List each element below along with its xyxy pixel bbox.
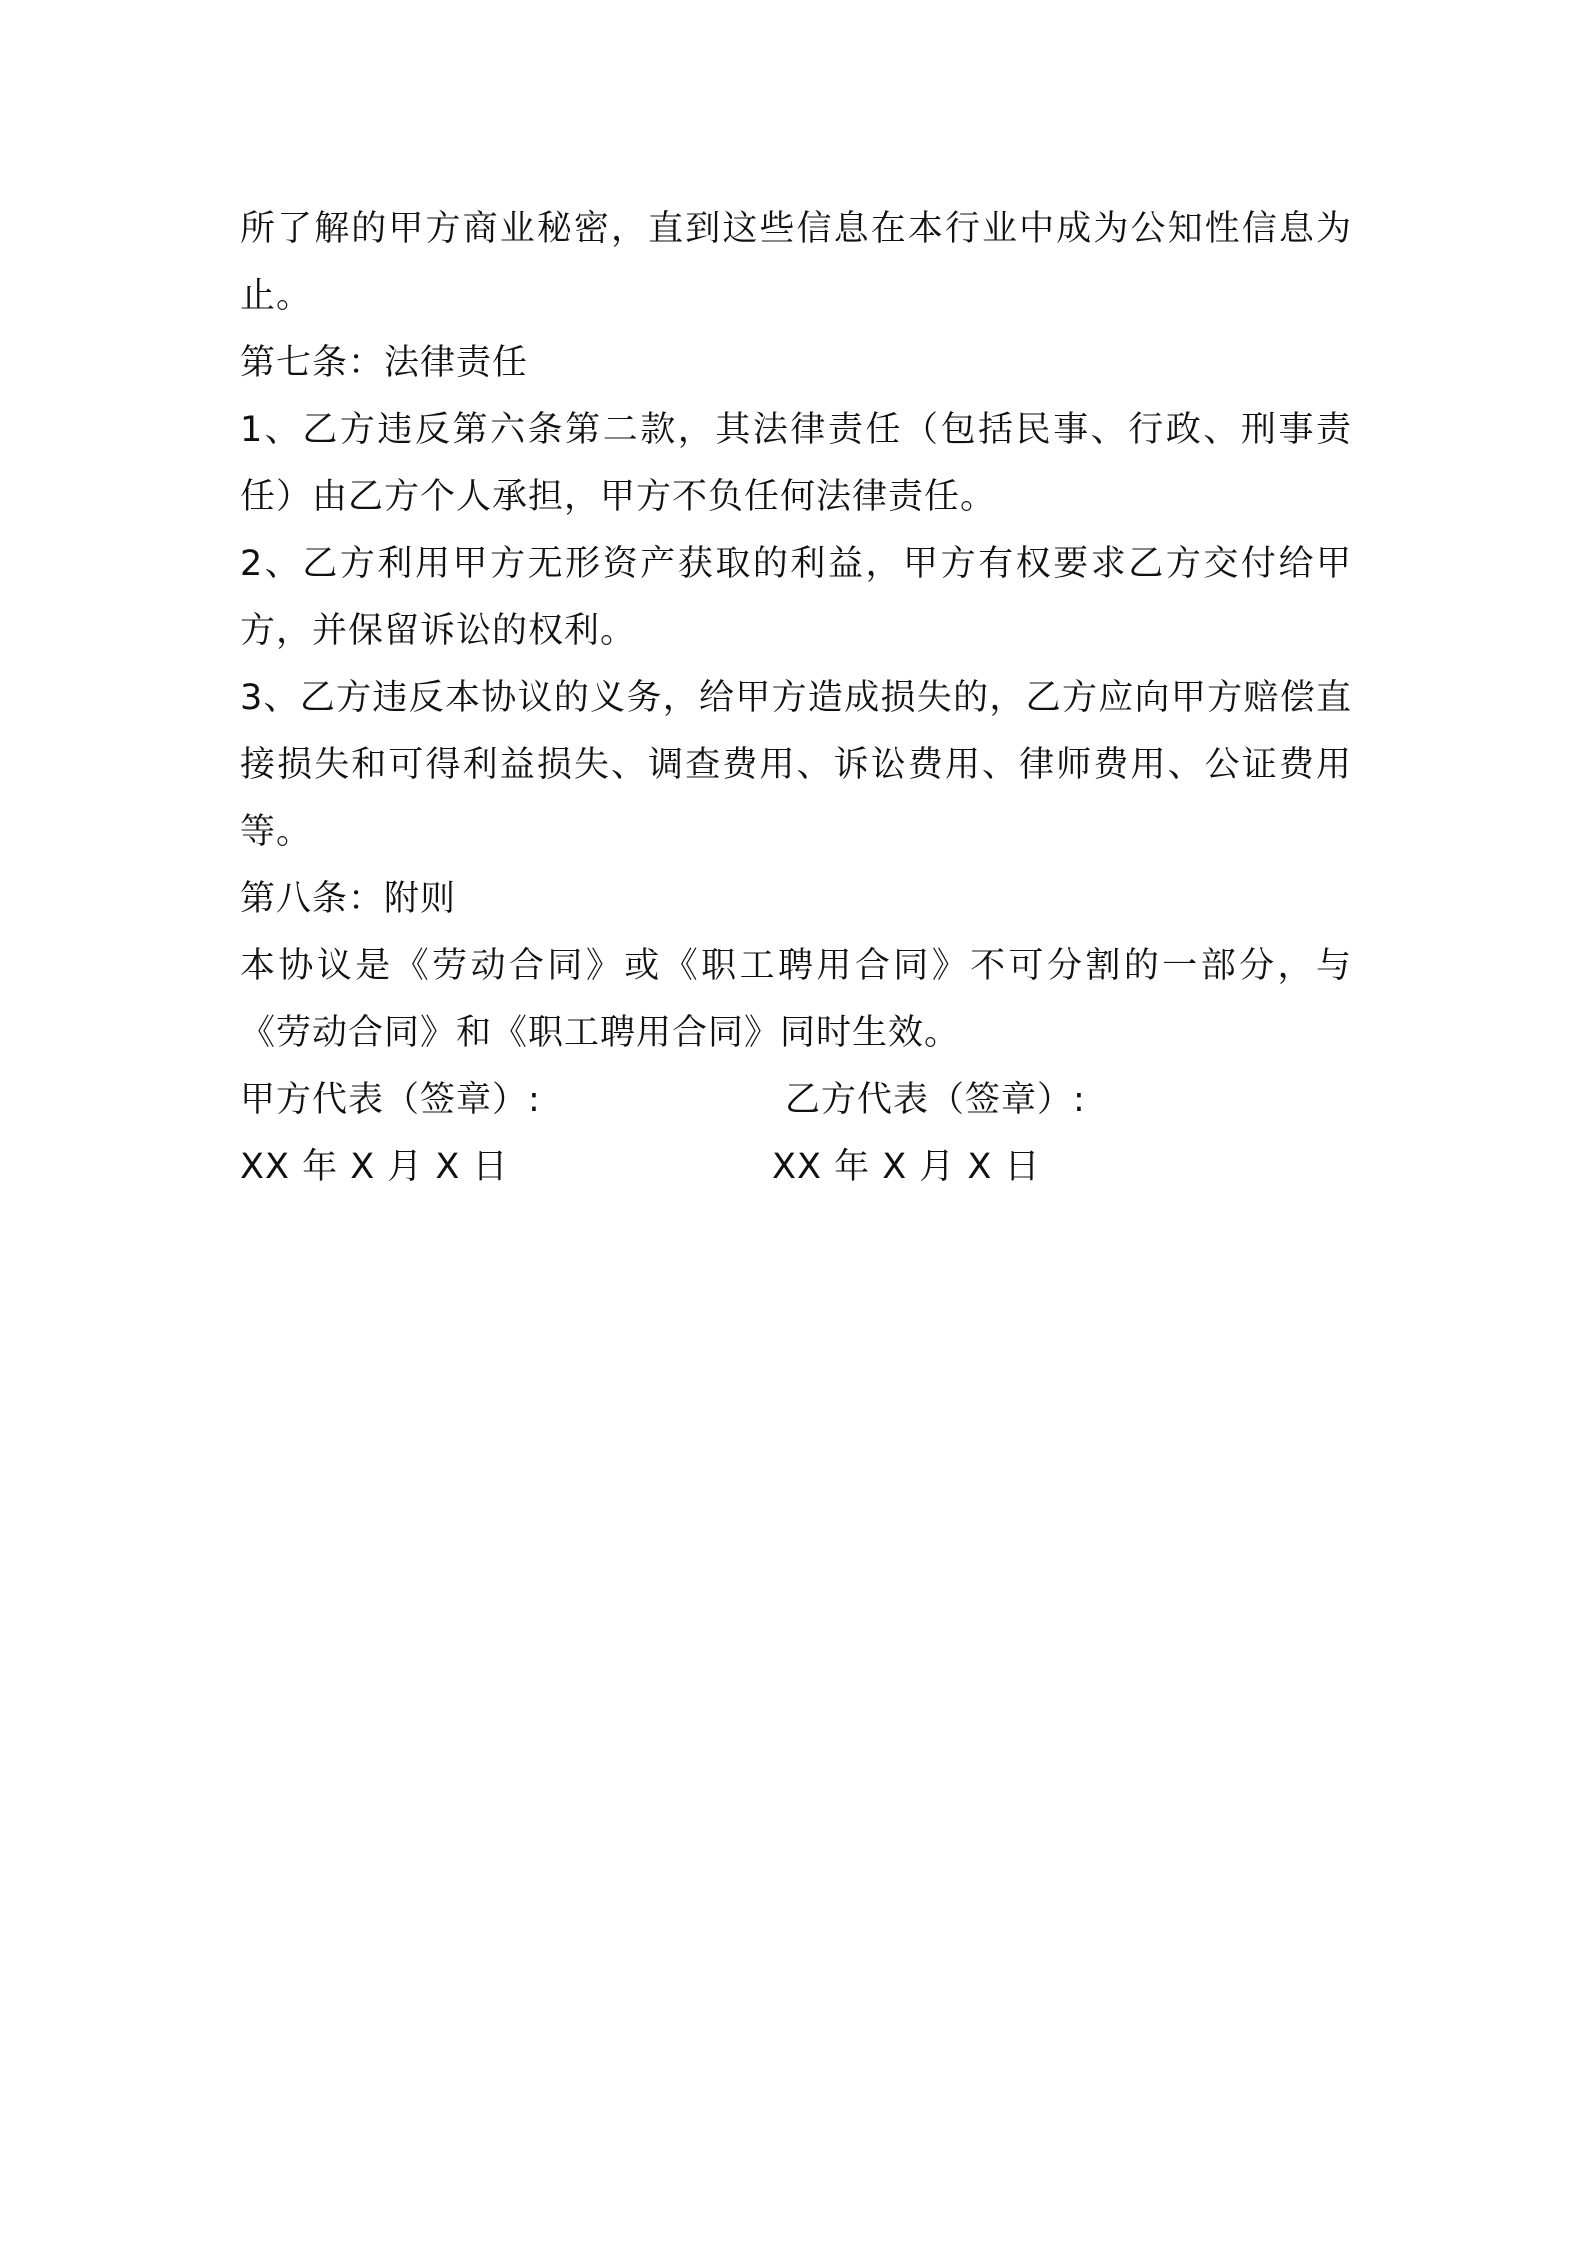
article-7-item-3: 3、乙方违反本协议的义务，给甲方造成损失的，乙方应向甲方赔偿直接损失和可得利益损失、调查费用、诉讼费用、律师费用、公证费用等。 <box>240 678 1352 852</box>
continuation-paragraph: 所了解的甲方商业秘密，直到这些信息在本行业中成为公知性信息为止。 <box>240 209 1352 316</box>
document-body <box>240 196 1352 1201</box>
article-7-item-1: 1、乙方违反第六条第二款，其法律责任（包括民事、行政、刑事责任）由乙方个人承担，甲方不负任何法律责任。 <box>240 410 1352 517</box>
article-8-heading: 第八条：附则 <box>240 879 457 919</box>
party-a-date: XX 年 X 月 X 日 <box>240 1147 509 1187</box>
article-8-paragraph: 本协议是《劳动合同》或《职工聘用合同》不可分割的一部分，与《劳动合同》和《职工聘用合同》同时生效。 <box>240 946 1352 1053</box>
party-b-date: XX 年 X 月 X 日 <box>772 1147 1041 1187</box>
article-7-item-2: 2、乙方利用甲方无形资产获取的利益，甲方有权要求乙方交付给甲方，并保留诉讼的权利。 <box>240 544 1352 651</box>
party-b-signature-label: 乙方代表（签章）: <box>785 1080 1086 1120</box>
signature-date-row <box>240 1134 1352 1201</box>
article-7-heading: 第七条：法律责任 <box>240 343 529 383</box>
party-a-signature-label: 甲方代表（签章）: <box>240 1080 541 1120</box>
signature-label-row <box>240 1067 1352 1134</box>
